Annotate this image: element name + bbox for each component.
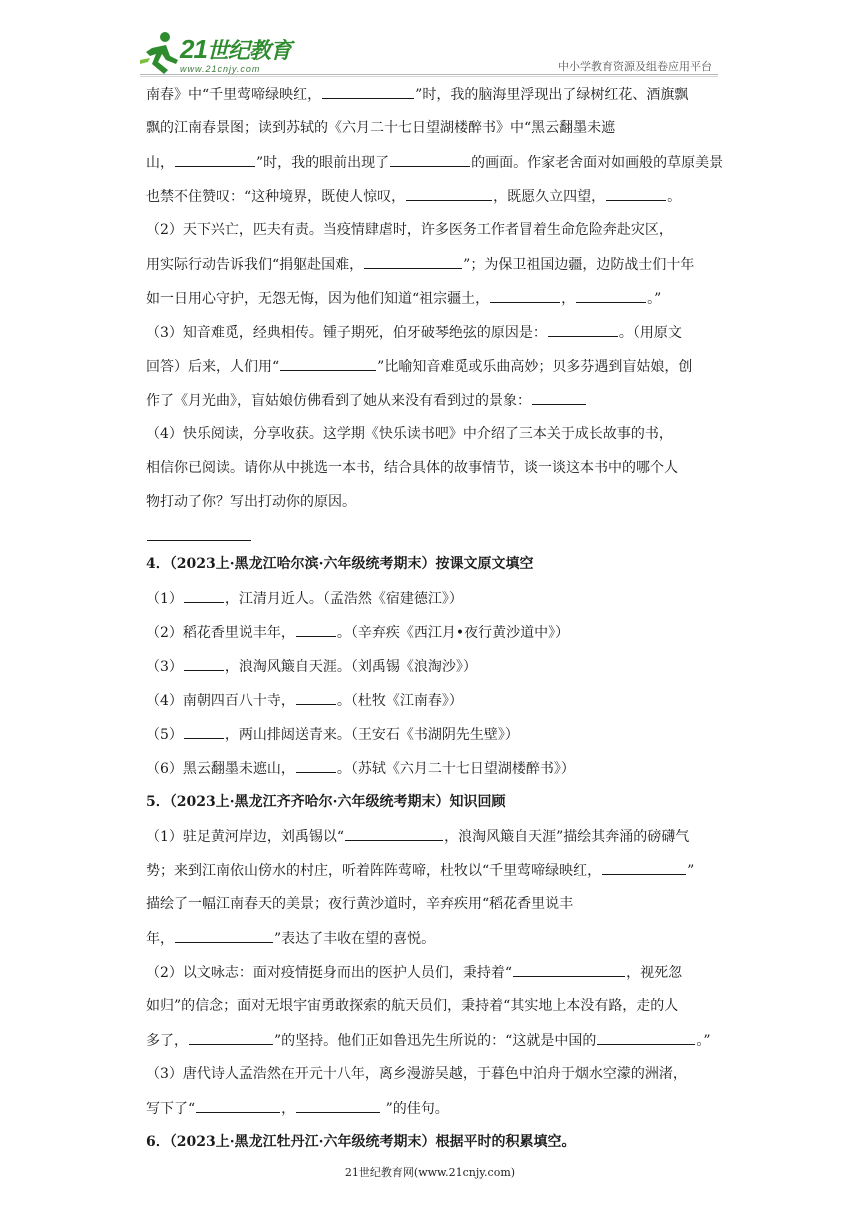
answer-blank[interactable] xyxy=(606,186,666,201)
answer-blank[interactable] xyxy=(184,588,224,603)
line-text: （6）黑云翻墨未遮山， xyxy=(146,761,295,777)
text-line xyxy=(146,288,661,309)
answer-blank[interactable] xyxy=(175,928,273,943)
line-text: ，既愿久立四望， xyxy=(493,189,606,205)
text-line xyxy=(146,1098,449,1119)
line-text: ”时，我的脑海里浮现出了绿树红花、酒旗飘 xyxy=(415,87,689,103)
answer-blank[interactable] xyxy=(513,962,625,977)
text-line xyxy=(146,1132,575,1152)
answer-blank[interactable] xyxy=(184,724,224,739)
line-text: ，视死忽 xyxy=(626,965,683,981)
line-text: 相信你已阅读。请你从中挑选一本书，结合具体的故事情节，谈一谈这本书中的哪个人 xyxy=(146,460,678,476)
page-footer: 21世纪教育网(www.21cnjy.com) xyxy=(344,1166,516,1179)
line-text: （4）南朝四百八十寺， xyxy=(146,693,295,709)
line-text: （1） xyxy=(146,591,183,607)
text-line xyxy=(146,622,569,643)
line-text: 飘的江南春景图；读到苏轼的《六月二十七日望湖楼醉书》中“黑云翻墨未遮 xyxy=(146,120,616,136)
line-text: ， xyxy=(281,1101,296,1117)
line-text: （5） xyxy=(146,727,183,743)
line-text: （3）知音难觅，经典相传。锺子期死，伯牙破琴绝弦的原因是： xyxy=(146,325,547,341)
line-text: ” xyxy=(687,863,695,879)
text-line xyxy=(146,390,587,411)
line-text: （2）天下兴亡，匹夫有责。当疫情肆虐时，许多医务工作者冒着生命危险奔赴灾区， xyxy=(146,222,673,238)
line-text: 6．（2023上·黑龙江牡丹江·六年级统考期末）根据平时的积累填空。 xyxy=(146,1134,576,1150)
answer-blank[interactable] xyxy=(322,84,414,99)
text-line xyxy=(146,894,573,914)
answer-blank[interactable] xyxy=(597,1030,695,1045)
line-text: （3）唐代诗人孟浩然在开元十八年，离乡漫游吴越，于暮色中泊舟于烟水空濛的洲渚， xyxy=(146,1066,687,1082)
text-line xyxy=(146,254,694,275)
text-line xyxy=(146,356,692,377)
line-text: （3） xyxy=(146,659,183,675)
text-line xyxy=(146,758,575,779)
answer-blank[interactable] xyxy=(548,322,618,337)
line-text: 年， xyxy=(146,931,174,947)
line-text: ， xyxy=(561,291,576,307)
text-line xyxy=(146,118,615,138)
line-text: 4．（2023上·黑龙江哈尔滨·六年级统考期末）按课文原文填空 xyxy=(146,556,534,572)
line-text: ”；为保卫祖国边疆，边防战士们十年 xyxy=(463,257,695,273)
running-figure-icon xyxy=(140,30,180,74)
line-text: 的画面。作家老舍面对如画般的草原美景 xyxy=(471,155,724,171)
answer-blank[interactable] xyxy=(296,622,336,637)
page-header xyxy=(0,0,860,80)
text-line xyxy=(146,928,435,949)
logo-wordmark: 21世纪教育 xyxy=(180,34,291,64)
answer-blank[interactable] xyxy=(280,356,376,371)
text-line xyxy=(146,526,252,547)
line-text: 描绘了一幅江南春天的美景；夜行黄沙道时，辛弃疾用“稻花香里说丰 xyxy=(146,896,574,912)
line-text: 南春》中“千里莺啼绿映红， xyxy=(146,87,322,103)
platform-title: 中小学教育资源及组卷应用平台 xyxy=(558,60,712,73)
line-text: 。 xyxy=(667,189,682,205)
line-text: 如归”的信念；面对无垠宇宙勇敢探索的航天员们，秉持着“其实地上本没有路，走的人 xyxy=(146,998,679,1014)
text-line xyxy=(146,1030,711,1051)
line-text: ，浪淘风簸自天涯”描绘其奔涌的磅礴气 xyxy=(444,829,690,845)
answer-blank[interactable] xyxy=(406,186,492,201)
line-text: ”时，我的眼前出现了 xyxy=(256,155,390,171)
text-line xyxy=(146,588,463,609)
line-text: ”表达了丰收在望的喜悦。 xyxy=(274,931,436,947)
text-line xyxy=(146,792,505,812)
answer-blank[interactable] xyxy=(196,1098,280,1113)
line-text: 。（苏轼《六月二十七日望湖楼醉书》） xyxy=(336,761,575,777)
text-line xyxy=(146,186,681,207)
line-text: ”的坚持。他们正如鲁迅先生所说的：“这就是中国的 xyxy=(274,1033,597,1049)
line-text: 多了， xyxy=(146,1033,188,1049)
line-text: 写下了“ xyxy=(146,1101,196,1117)
line-text: （2）以文咏志：面对疫情挺身而出的医护人员们，秉持着“ xyxy=(146,965,513,981)
text-line xyxy=(146,84,688,105)
text-line xyxy=(146,458,678,478)
answer-blank[interactable] xyxy=(602,860,686,875)
answer-blank[interactable] xyxy=(147,526,251,541)
line-text: 。（辛弃疾《西江月•夜行黄沙道中》） xyxy=(336,625,570,641)
line-text: ”的佳句。 xyxy=(381,1101,449,1117)
answer-blank[interactable] xyxy=(364,254,462,269)
line-text: （2）稻花香里说丰年， xyxy=(146,625,295,641)
header-divider xyxy=(140,74,718,75)
text-line xyxy=(146,962,682,983)
answer-blank[interactable] xyxy=(184,656,224,671)
answer-blank[interactable] xyxy=(390,152,470,167)
line-text: 如一日用心守护，无怨无悔，因为他们知道“祖宗疆土， xyxy=(146,291,490,307)
answer-blank[interactable] xyxy=(296,1098,380,1113)
line-text: ，江清月近人。（孟浩然《宿建德江》） xyxy=(224,591,463,607)
answer-blank[interactable] xyxy=(576,288,646,303)
answer-blank[interactable] xyxy=(296,758,336,773)
line-text: ”比喻知音难觅或乐曲高妙；贝多芬遇到盲姑娘，创 xyxy=(377,359,693,375)
text-line xyxy=(146,554,533,574)
line-text: （1）驻足黄河岸边，刘禹锡以“ xyxy=(146,829,345,845)
line-text: 。” xyxy=(647,291,662,307)
text-line xyxy=(146,322,682,343)
line-text: 作了《月光曲》，盲姑娘仿佛看到了她从来没有看到过的景象： xyxy=(146,393,531,409)
text-line xyxy=(146,826,689,847)
line-text: 势；来到江南依山傍水的村庄，听着阵阵莺啼，杜牧以“千里莺啼绿映红， xyxy=(146,863,602,879)
line-text: 用实际行动告诉我们“捐躯赴国难， xyxy=(146,257,364,273)
line-text: 物打动了你？写出打动你的原因。 xyxy=(146,494,356,510)
header-divider-secondary xyxy=(140,76,718,77)
answer-blank[interactable] xyxy=(296,690,336,705)
line-text: 山， xyxy=(146,155,174,171)
line-text: 。（杜牧《江南春》） xyxy=(336,693,463,709)
answer-blank[interactable] xyxy=(490,288,560,303)
text-line xyxy=(146,690,463,711)
line-text: ，两山排闼送青来。（王安石《书湖阴先生壁》） xyxy=(224,727,519,743)
line-text: ，浪淘风簸自天涯。（刘禹锡《浪淘沙》） xyxy=(224,659,477,675)
answer-blank[interactable] xyxy=(532,390,586,405)
text-line xyxy=(146,492,356,512)
line-text: 回答）后来，人们用“ xyxy=(146,359,280,375)
text-line xyxy=(146,424,673,444)
text-line xyxy=(146,724,519,745)
line-text: 也禁不住赞叹：“这种境界，既使人惊叹， xyxy=(146,189,406,205)
text-line xyxy=(146,220,673,240)
logo-url: www.21cnjy.com xyxy=(180,64,261,74)
answer-blank[interactable] xyxy=(345,826,443,841)
text-line xyxy=(146,996,678,1016)
line-text: 。” xyxy=(696,1033,711,1049)
line-text: （4）快乐阅读，分享收获。这学期《快乐读书吧》中介绍了三本关于成长故事的书， xyxy=(146,426,673,442)
text-line xyxy=(146,1064,687,1084)
line-text: 5．（2023上·黑龙江齐齐哈尔·六年级统考期末）知识回顾 xyxy=(146,794,506,810)
answer-blank[interactable] xyxy=(189,1030,273,1045)
answer-blank[interactable] xyxy=(175,152,255,167)
site-logo[interactable] xyxy=(140,30,290,76)
line-text: 。（用原文 xyxy=(618,325,682,341)
text-line xyxy=(146,860,694,881)
text-line xyxy=(146,656,477,677)
text-line xyxy=(146,152,723,173)
